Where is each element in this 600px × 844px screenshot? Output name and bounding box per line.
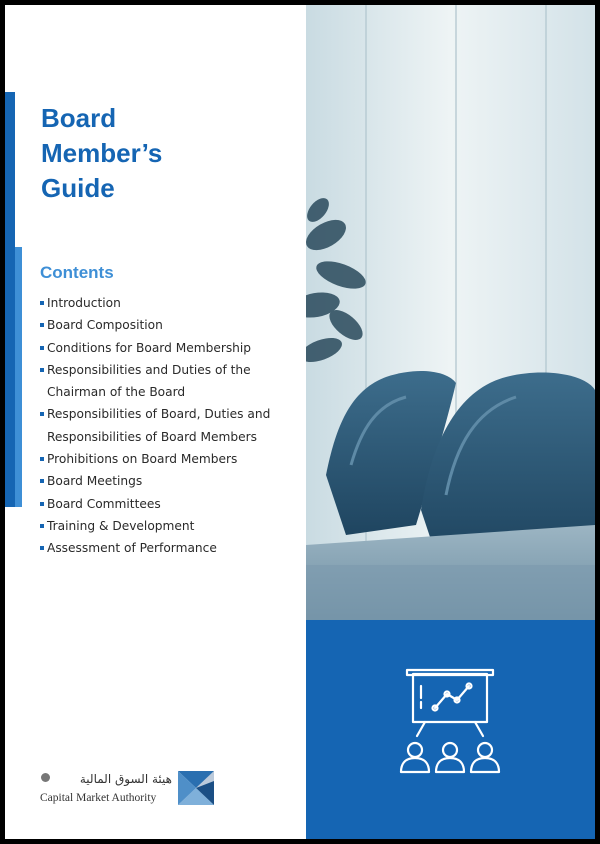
toc-item-text-cont: Chairman of the Board	[47, 385, 186, 400]
bullet-icon	[40, 368, 44, 372]
toc-item	[39, 493, 294, 515]
table-of-contents	[39, 292, 294, 560]
toc-item	[39, 292, 294, 314]
toc-item	[39, 337, 294, 359]
toc-item	[39, 537, 294, 559]
bullet-icon	[40, 524, 44, 528]
title-line-3: Guide	[41, 173, 115, 203]
toc-item-text: Board Composition	[47, 318, 163, 333]
cma-logo	[38, 767, 238, 807]
bullet-icon	[40, 457, 44, 461]
toc-item	[39, 403, 294, 448]
logo-english-name: Capital Market Authority	[40, 792, 157, 804]
toc-item-text: Conditions for Board Membership	[47, 340, 252, 355]
bullet-icon	[40, 546, 44, 550]
toc-item-text-cont: Responsibilities of Board Members	[47, 429, 257, 444]
boardroom-illustration	[306, 5, 595, 620]
toc-item	[39, 470, 294, 492]
cover-page	[5, 5, 595, 839]
bullet-icon	[40, 301, 44, 305]
toc-item-text: Assessment of Performance	[47, 541, 217, 556]
bullet-icon	[40, 346, 44, 350]
document-title	[41, 101, 301, 206]
toc-item-text: Board Committees	[47, 496, 161, 511]
title-line-2: Member’s	[41, 138, 163, 168]
toc-item-text: Introduction	[47, 296, 121, 310]
logo-arabic-name: هيئة السوق المالية	[79, 772, 172, 786]
presentation-audience-icon	[395, 668, 505, 778]
accent-bar-dark	[5, 92, 15, 507]
toc-item-text: Responsibilities and Duties of the	[47, 362, 251, 377]
toc-item	[39, 515, 294, 537]
bullet-icon	[40, 479, 44, 483]
toc-item-text: Board Meetings	[47, 474, 143, 489]
toc-item	[39, 448, 294, 470]
bullet-icon	[40, 502, 44, 506]
toc-item	[39, 359, 294, 404]
title-line-1: Board	[41, 103, 117, 133]
toc-item-text: Responsibilities of Board, Duties and	[47, 407, 271, 422]
bullet-icon	[40, 412, 44, 416]
cma-logo-mark-icon	[178, 771, 214, 805]
toc-item	[39, 314, 294, 336]
toc-item-text: Prohibitions on Board Members	[47, 452, 238, 467]
icon-panel	[306, 620, 595, 839]
toc-item-text: Training & Development	[47, 518, 195, 533]
accent-bar-light	[15, 247, 22, 507]
contents-heading: Contents	[40, 263, 114, 282]
bullet-icon	[40, 323, 44, 327]
boardroom-photo	[306, 5, 595, 620]
